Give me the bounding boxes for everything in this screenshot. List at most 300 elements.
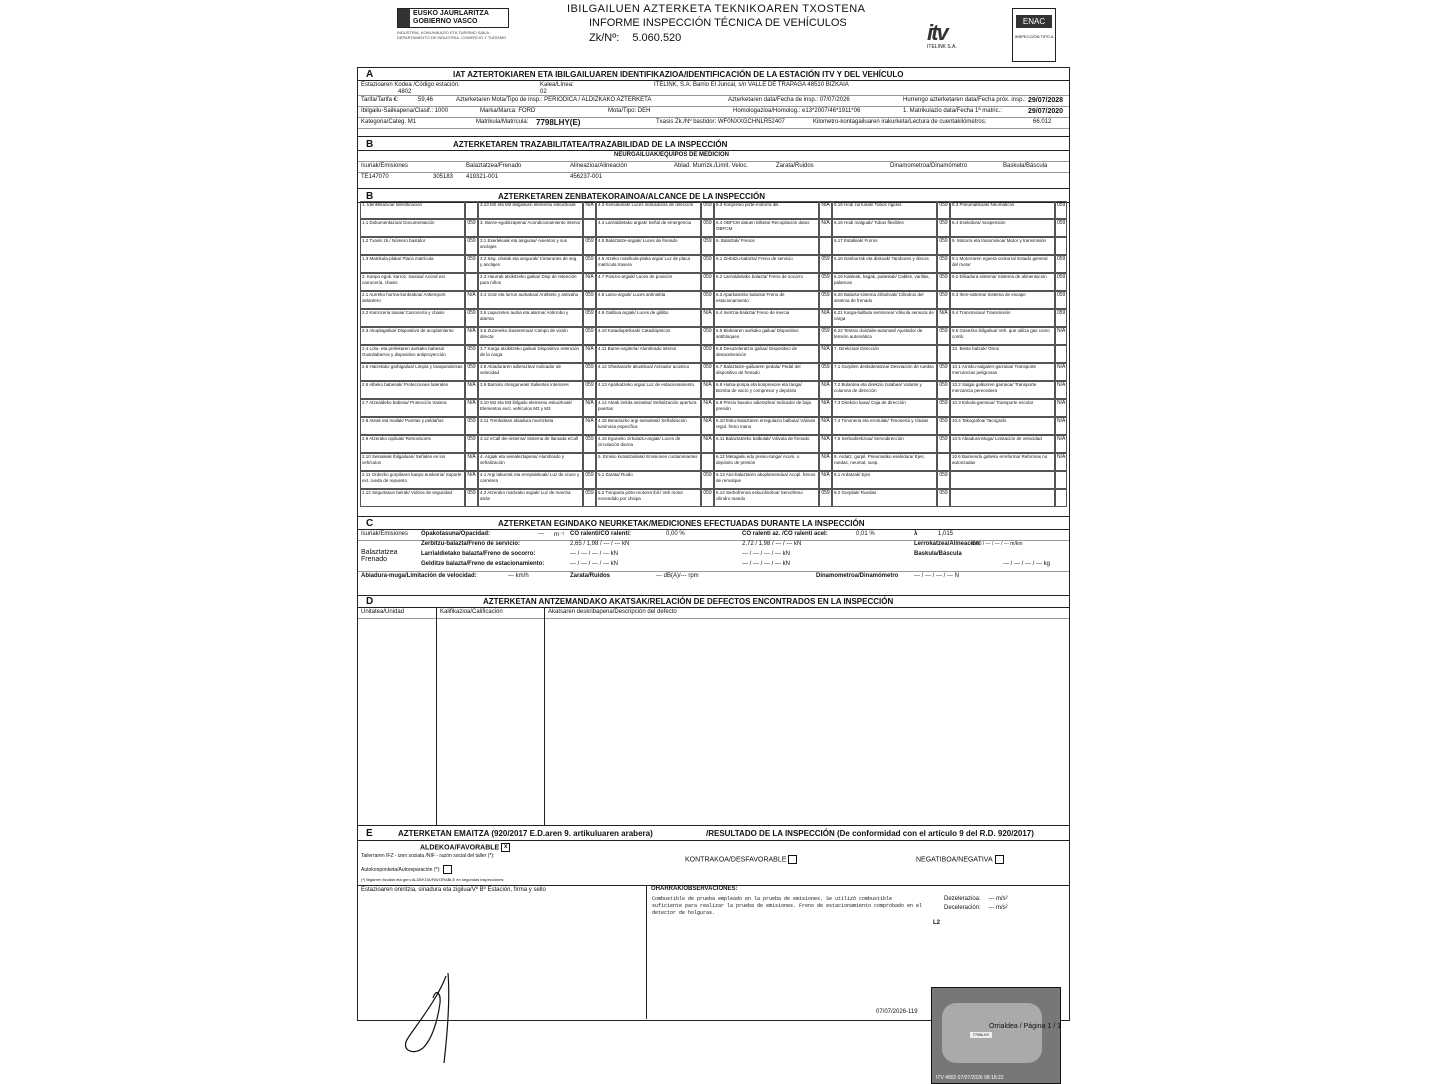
scope-item: 7. Direkzioa/ Dirección <box>832 345 937 363</box>
scope-result: 059 <box>701 219 714 237</box>
scope-item: 5. Emisio kutsatzaileak/ Emisiones contaminantes <box>596 453 701 471</box>
scope-result <box>1055 471 1067 489</box>
alignment-id: 456237-001 <box>570 174 603 180</box>
scope-item: 6.15 Hodi zurrunak/ Tubos rígidos <box>832 201 937 219</box>
scope-result <box>937 345 950 363</box>
defect-header: Akatsaren deskribapena/Descripción del defecto <box>548 609 677 615</box>
scope-result: N/A <box>819 309 832 327</box>
scope-result: 059 <box>1055 255 1067 273</box>
scope-result: N/A <box>465 381 478 399</box>
station-code: 4802 <box>398 89 412 95</box>
page-number: Orrialdea / Página 1 / 1 <box>989 1023 1061 1030</box>
scope-result: 059 <box>937 327 950 345</box>
rating-header: Kalifikazioa/Calificación <box>440 609 503 615</box>
odometer-label: Kilometro-kontagailuaren irakurketa/Lectura de cuentakilómetros: <box>813 119 987 125</box>
parking-brake-rear: --- / --- / --- / --- kN <box>742 561 790 567</box>
scope-result: 059 <box>583 237 596 255</box>
scope-result: N/A <box>1055 399 1067 417</box>
section-d <box>358 595 1069 826</box>
scope-item: 3.6 Zuzeneko ikuseremua/ Campo de visión directa <box>478 327 583 345</box>
section-title: AZTERKETAN EGINDAKO NEURKETAK/MEDICIONES EFECTUADAS DURANTE LA INSPECCIÓN <box>498 519 865 528</box>
noise-header: Zarata/Ruidos <box>776 163 814 169</box>
scope-result: N/A <box>701 417 714 435</box>
scope-result: N/A <box>819 345 832 363</box>
observations-title: OHARRAK/OBSERVACIONES: <box>651 886 738 892</box>
scope-result <box>465 273 478 291</box>
section-e-bar <box>358 827 1069 841</box>
scope-item: 3.2 Seg. uhalak eta aingurak/ Cinturones de seg. y anclajes <box>478 255 583 273</box>
scope-result <box>583 219 596 237</box>
service-brake-rear: 2,72 / 1,98 / --- / --- kN <box>742 541 802 547</box>
scope-result: 059 <box>819 291 832 309</box>
section-title: AZTERKETAN ANTZEMANDAKO AKATSAK/RELACIÓN DE DEFECTOS ENCONTRADOS EN LA INSPECCIÓN <box>483 597 894 606</box>
alignment-label: Lerrokatzea/Alineación <box>914 541 980 547</box>
photo-plate: 7798LHY <box>970 1032 992 1038</box>
section-b-traceability <box>358 138 1069 189</box>
scope-result: 059 <box>583 291 596 309</box>
scope-result: N/A <box>465 471 478 489</box>
scope-item: 10. Beste batzuk/ Otros <box>950 345 1055 363</box>
scope-item: 7.1 Gurpilen desbideratzea/ Desviación de ruedas <box>832 363 937 381</box>
speed-limit-header: Ablad. Murrizk./Limit. Veloc. <box>674 163 749 169</box>
scope-item: 4.7 Posizio-argiak/ Luces de posición <box>596 273 701 291</box>
section-letter: C <box>366 518 374 529</box>
scope-result: 059 <box>701 327 714 345</box>
scope-item: 6.2 Larrialdietako balazta/ Freno de socorro <box>714 273 819 291</box>
scope-item: 6.6 Desazeleratzio gailua/ Dispositivo de desaceleración <box>714 345 819 363</box>
scope-item: 4. Argiak eta seinaleztapena/ Alumbrado y señalización <box>478 453 583 471</box>
scope-item: 10.4 Takografoa/ Tacógrafo <box>950 417 1055 435</box>
unfavorable-label: KONTRAKOA/DESFAVORABLE <box>685 856 787 864</box>
section-title: IAT AZTERTOKIAREN ETA IBILGAILUAREN IDENTIFIKAZIOA/IDENTIFICACIÓN DE LA ESTACIÓN ITV Y DEL VEHÍCULO <box>453 70 904 79</box>
scope-result: 059 <box>465 435 478 453</box>
scope-item: 8.2 Gurpilak/ Ruedas <box>832 489 937 507</box>
scope-item: 2.12 Segurtasun beirak/ Vidrios de seguridad <box>360 489 465 507</box>
first-registration-date: 29/07/2020 <box>1028 108 1064 115</box>
scope-result: N/A <box>819 219 832 237</box>
section-c <box>358 516 1069 596</box>
scope-result: 059 <box>583 381 596 399</box>
scope-item: 4.13 Aparkatzeko argia/ Luz de estacionamiento <box>596 381 701 399</box>
scope-result: 059 <box>819 255 832 273</box>
scope-result: N/A <box>819 201 832 219</box>
negative-checkbox[interactable] <box>995 855 1004 864</box>
scope-item: 2.10 Seinaleak Ibilgailuan/ Señales en los vehículos <box>360 453 465 471</box>
scope-item: 1. Identifikazioa/ Identificación <box>360 201 465 219</box>
scope-item: 3. Barne-egokitzapena/ Acondicionamiento interior <box>478 219 583 237</box>
next-inspection-label: Hurrengo azterketaren data/Fecha próx. insp.: <box>903 97 1026 103</box>
scope-item: 8. Ardatz, gurpil. Pneumatiko esekidura/ Ejes, ruedas, neumat, susp. <box>832 453 937 471</box>
scope-item: 6.11 Balaztatzeko balbulak/ Válvula de frenado <box>714 435 819 453</box>
odometer-value: 66.012 <box>1033 119 1052 125</box>
scope-result: N/A <box>819 417 832 435</box>
station-signature-label: Estazioaren oniritzia, sinadura eta zigilua/Vº Bº Estación, firma y sello <box>361 887 546 893</box>
scope-result: 059 <box>937 237 950 255</box>
inspection-type: Azterketaren Mota/Tipo de insp.: PERIODICA / ALDIZKAKO AZTERKETA <box>456 97 652 103</box>
dynamometer-value: --- / --- / --- / --- N <box>914 573 959 579</box>
itv-sub: ITELINK S.A. <box>927 44 957 50</box>
scope-result: 059 <box>701 255 714 273</box>
scope-item: 3.9 Barruko irtenguneak/ Salientes interiores <box>478 381 583 399</box>
footer-date: 07/07/2026-119 <box>876 1009 918 1015</box>
scope-item: 6. Balaztak/ Frenos <box>714 237 819 255</box>
emergency-brake-rear: --- / --- / --- / --- kN <box>742 551 790 557</box>
scope-result: 059 <box>937 435 950 453</box>
scope-item: 7.5 Serbodirekzioa/ Servodirección <box>832 435 937 453</box>
emergency-brake-label: Larrialdietako balazta/Freno de socorro: <box>421 551 536 557</box>
scope-item: 4.9 Galiboa argiak/ Luces de gálibo <box>596 309 701 327</box>
c-braking-row <box>358 541 1069 572</box>
scope-item: 8.1 Ardatzak/ Ejes <box>832 471 937 489</box>
scope-item <box>950 471 1055 489</box>
result-row <box>358 841 1069 886</box>
line-label: Kalea/Línea: <box>540 82 574 88</box>
co-accel-label: CO ralenti az. /CO ralentí acel: <box>742 531 828 537</box>
scope-result: N/A <box>583 201 596 219</box>
scope-result: 059 <box>701 237 714 255</box>
scope-item: 7.2 Bolantea eta direkzio zutabea/ Volante y columna de dirección <box>832 381 937 399</box>
scope-result: 059 <box>937 255 950 273</box>
scope-item: 2.2 Karrozeria txasia/ Carrocería y chasis <box>360 309 465 327</box>
scope-result: 059 <box>701 201 714 219</box>
scope-result: 059 <box>583 489 596 507</box>
scope-result: 059 <box>701 291 714 309</box>
scope-result: N/A <box>701 399 714 417</box>
scope-result: 059 <box>819 327 832 345</box>
a-row-2 <box>358 96 1069 107</box>
enac-sub: INSPECCIÓN TIPO A <box>1014 34 1054 39</box>
line-value: 02 <box>540 89 547 95</box>
scope-result: N/A <box>1055 327 1067 345</box>
scope-item: 3.11 Trenbidean abiadura murrizketa <box>478 417 583 435</box>
scope-item: 3.3 Haurrak atxikitzeko gailua/ Disp de retención para niños <box>478 273 583 291</box>
gv-logo-text: EUSKO JAURLARITZA GOBIERNO VASCO <box>413 10 489 25</box>
section-title: AZTERKETAREN ZENBATEKORAINOA/ALCANCE DE LA INSPECCIÓN <box>498 192 765 201</box>
scope-item: 2. Kanpo egok. karroz. txasisa/ Acond ext. carrocería, chasis <box>360 273 465 291</box>
scope-item: 4.11 Barne-argiteria/ Alumbrado interior <box>596 345 701 363</box>
scope-result: 059 <box>819 273 832 291</box>
car-image <box>942 1003 1042 1063</box>
scope-item: 4.12 Ohartarazle akustikoa/ Avisador acústico <box>596 363 701 381</box>
inspection-report <box>357 0 1071 1080</box>
scope-result: 059 <box>465 363 478 381</box>
scope-item: 5.2 Txinparta pizte-motorra ibil./ Veh motor encendido por chispa <box>596 489 701 507</box>
scope-result: N/A <box>1055 381 1067 399</box>
scope-result <box>701 453 714 471</box>
zk-value: 5.060.520 <box>632 32 682 44</box>
scope-item: 4.6 Atzeko matrikula-plaka argia/ Luz de placa matrícula trasera <box>596 255 701 273</box>
scope-item: 5.4 OBFCM datuen bilketa/ Recopilación datos OBFCM <box>714 219 819 237</box>
title-es: INFORME INSPECCIÓN TÉCNICA DE VEHÍCULOS <box>589 17 847 29</box>
scope-item: 6.21 Karga-balbula sentsorea/ Válvula sensora de carga <box>832 309 937 327</box>
scope-result: 059 <box>465 489 478 507</box>
scope-item <box>950 489 1055 507</box>
scope-result: N/A <box>583 417 596 435</box>
scope-result: 059 <box>937 363 950 381</box>
scope-item: 9.3 Ihes-sistema/ Sistema de escape <box>950 291 1055 309</box>
auto-repair-note: (*) Bigarren itzulian eta gero ALDEKOA/FAVORABLE en segundas inspecciones <box>361 877 504 882</box>
scope-item: 6.20 Balazta-sistema zilindroak/ Cilindros del sistema de frenado <box>832 291 937 309</box>
plate-label: Matrikula/Matrícula: <box>476 119 529 125</box>
braking-label: Balaztatzea Frenado <box>361 549 398 563</box>
scope-item: 6.17 Estalkiak/ Forros <box>832 237 937 255</box>
gobierno-vasco-logo <box>397 8 509 28</box>
report-number <box>589 32 681 44</box>
auto-repair-checkbox[interactable] <box>443 865 452 874</box>
noise-label: Zarata/Ruidos <box>570 573 611 579</box>
dynamometer-label: Dinamometroa/Dinamómetro <box>816 573 899 579</box>
scope-item: 3.8 Abiaduraren adierazlea/ Indicador de velocidad <box>478 363 583 381</box>
scope-item: 4.14 Ateak irekita seinalea/ Señalización apertura puertas <box>596 399 701 417</box>
auto-repair-label: Autokonponketa/Autoreparación (*): <box>361 866 441 873</box>
scope-item: 4.3 Keinukariak/ Luces indicadoras de dirección <box>596 201 701 219</box>
scope-item: 6.7 Balaztatze-gailuaren pedala/ Pedal del dispositivo de frenado <box>714 363 819 381</box>
equipment-subtitle-row <box>358 151 1069 162</box>
scope-result: 059 <box>937 273 950 291</box>
station-address: ITELINK, S.A. Barrio El Juncal, s/n VALLE DE TRAPAGA 48510 BIZKAIA <box>654 82 849 88</box>
scope-result: 059 <box>465 309 478 327</box>
scope-result: N/A <box>583 273 596 291</box>
section-letter: A <box>366 69 374 80</box>
scope-item: 9.1 Motorraren egoera orokorra/ Estado general del motor <box>950 255 1055 273</box>
workshop-label: Tailerraren IFZ - izen soziala /NIF - razón social del taller (*): <box>361 853 495 859</box>
column-divider <box>436 608 437 825</box>
emissions-id-2: 305183 <box>433 174 454 180</box>
parking-brake-label: Gelditze balazta/Freno de estacionamiento: <box>421 561 545 567</box>
section-c-bar <box>358 517 1069 530</box>
emissions-label: Isuriak/Emisiones <box>361 531 409 537</box>
scope-result <box>819 237 832 255</box>
scope-item: 2.3 Akoplagailua/ Dispositivo de acoplamiento <box>360 327 465 345</box>
divider <box>646 885 647 1019</box>
scope-result: N/A <box>583 345 596 363</box>
scope-item: 4.1 Argi laburrak eta errepidekoak/ Luz de cruce y carretera <box>478 471 583 489</box>
vehicle-brand: Marka/Marca: FORD <box>480 108 536 114</box>
opacity-label: Opakotasuna/Opacidad: <box>421 531 491 537</box>
scope-item: 6.9 Presio baxuko adierazlea/ Indicador de baja presión <box>714 399 819 417</box>
emissions-header: Isuriak/Emisiones <box>361 163 409 169</box>
tariff-value: 59,46 <box>418 97 434 103</box>
scope-result: 059 <box>937 489 950 507</box>
scope-result <box>937 453 950 471</box>
scope-item: 10.3 Eskola-garraioa/ Transporte escolar <box>950 399 1055 417</box>
favorable-checkbox[interactable]: x <box>501 843 510 852</box>
deceleration-value: --- m/s² <box>988 905 1008 911</box>
vehicle-photo <box>931 987 1061 1084</box>
scope-result: 059 <box>465 345 478 363</box>
scope-item: 2.9 Atzerako ispiluak/ Retrovisores <box>360 435 465 453</box>
scope-item: 6.14 Serbofrenoa eskuzilindroa/ Servofreno cilindro mando <box>714 489 819 507</box>
alignment-value: -0,60 / --- / --- / --- m/km <box>970 541 1023 547</box>
auto-repair-option <box>361 865 452 874</box>
scope-result: 059 <box>583 327 596 345</box>
scope-item: 7.3 Direkzio kaxa/ Caja de dirección <box>832 399 937 417</box>
c-emissions-row <box>358 530 1069 541</box>
scope-item: 7.4 Timoneria eta errotulak/ Timonería y rótulas <box>832 417 937 435</box>
scope-item: 2.4 Lotu- eta prelekaren aurkako babesa/ Guardabarros y dispositivo antiproyección <box>360 345 465 363</box>
scope-result: N/A <box>1055 417 1067 435</box>
alignment-header: Alineazioa/Alineación <box>570 163 628 169</box>
scope-item: 10.2 Salgai galkorren garraioa/ Transporte mercancía perecedera <box>950 381 1055 399</box>
scope-result <box>1055 237 1067 255</box>
scope-item: 4.15 Berariazko argi-seinaleak/ Señalización luminosa específica <box>596 417 701 435</box>
zk-label: Zk/Nº: <box>589 32 620 44</box>
co-idle-value: 0,00 % <box>666 531 685 537</box>
tariff-label: Tarifa/Tarifa €: <box>361 97 399 103</box>
unit-header: Unitatea/Unidad <box>361 609 405 615</box>
plate-number: 7798LHY(E) <box>536 118 581 127</box>
scope-item: 6.4 Inertzia-balazta/ Freno de inercia <box>714 309 819 327</box>
scope-item: 6.18 Danborrak eta diskoak/ Tambores y discos <box>832 255 937 273</box>
scope-item: 2.5 Haizetako garbigailua/ Limpia y lavaparabrisas <box>360 363 465 381</box>
scope-item: 6.12 Metagailu edo presio-tanga/ Acum. o depósito de presión <box>714 453 819 471</box>
scope-item: 6.5 Blokearen aurkako gailua/ Dispositivo antibloqueo <box>714 327 819 345</box>
deceleration-value: --- m/s² <box>988 896 1008 902</box>
section-letter: B <box>366 191 374 202</box>
section-a <box>358 68 1069 137</box>
scope-item: 9. Motorra eta transmisioa/ Motor y transmisión <box>950 237 1055 255</box>
scope-result: N/A <box>701 381 714 399</box>
scope-item: 6.22 Tentsio doitzaile-automati/ Ajustador de tensión automática <box>832 327 937 345</box>
photo-caption: ITV 4802 07/07/2026 08:18:22 <box>936 1075 1004 1081</box>
section-letter: E <box>366 828 373 839</box>
scope-result: N/A <box>937 309 950 327</box>
scope-item: 4.10 Katadioptrikoak/ Catadióptricos <box>596 327 701 345</box>
scope-result: N/A <box>583 399 596 417</box>
scope-item: 1.3 Matrikula-plaka/ Placa matrícula <box>360 255 465 273</box>
scope-item: 3.7 Karga atxikitzeko gailua/ Dispositivo retención de la carga <box>478 345 583 363</box>
next-inspection-date: 29/07/2028 <box>1028 97 1064 104</box>
service-brake-label: Zerbitzu-balazta/Freno de servicio: <box>421 541 521 547</box>
scope-item: 3.1 Eserlekuak eta ainguraк/ Asientos y sus anclajes <box>478 237 583 255</box>
scope-result: 059 <box>583 255 596 273</box>
report-header <box>357 0 1071 65</box>
homologation: Homologazioa/Homolog.: e13*2007/46*1911*06 <box>733 108 861 114</box>
favorable-label: ALDEKOA/FAVORABLE <box>420 844 500 852</box>
braking-header: Balaztatzea/Frenado <box>466 163 522 169</box>
enac-title: ENAC <box>1016 15 1052 28</box>
scope-result: 059 <box>701 345 714 363</box>
scope-item: 4.16 Egunekо zirkulazio-argiak/ Luces de circulación diurna <box>596 435 701 453</box>
section-b-bar <box>358 138 1069 151</box>
scale-header: Baskula/Báscula <box>1003 163 1048 169</box>
scope-result: 059 <box>465 237 478 255</box>
scope-result: 059 <box>701 363 714 381</box>
scope-item: 6.13 Atoi-balaztaren akoplamendua/ Acopl. frenos de remolque <box>714 471 819 489</box>
section-letter: B <box>366 139 374 150</box>
photo-label: L2 <box>933 920 941 926</box>
scope-result: 059 <box>1055 201 1067 219</box>
scope-item: 3.4 Izotz eta lurrun aurkakoa/ Antihielo y antivaho <box>478 291 583 309</box>
scope-item: 1.2 Txasis zk./ Número bastidor <box>360 237 465 255</box>
scope-item: 10.5 Abiadura-Muga/ Limitación de velocidad <box>950 435 1055 453</box>
dynamometer-header: Dinamometroa/Dinamómetro <box>890 163 968 169</box>
scope-result: N/A <box>819 381 832 399</box>
result-title-es: /RESULTADO DE LA INSPECCIÓN (De conformidad con el artículo 9 del R.D. 920/2017) <box>706 829 1034 838</box>
section-a-bar <box>358 68 1069 81</box>
scope-item: 6.10 Esku-balaztaren erregulazio balbula/ Válvula regul. freno mano <box>714 417 819 435</box>
negative-label: NEGATIBOA/NEGATIVA <box>916 856 993 864</box>
scope-item: 3.5 Lapurreten aurka eta alarma/ Antirrobo y alarma <box>478 309 583 327</box>
title-eu: IBILGAILUEN AZTERKETA TEKNIKOAREN TXOSTENA <box>567 3 866 15</box>
scope-item: 8.3 Pneumatikoak/ Neumáticos <box>950 201 1055 219</box>
scope-item: 2.6 Albeko babesak/ Protecciones laterales <box>360 381 465 399</box>
braking-id: 419321-001 <box>466 174 499 180</box>
opacity-unit: m⁻¹ <box>554 532 565 538</box>
observations-text: Combustible de prueba empleado en la prueba de emisiones. Se utilizó combustible suficiente para realizar la prueba de emisiones. Freno de estacionamiento comprobado en el detector de holguras. <box>652 896 923 916</box>
speed-limit-value: --- km/h <box>508 573 529 579</box>
gv-subtitle: INDUSTRIA, KOMUNIKAZIO ETA TURISMO SAILA · DEPARTAMENTO DE INDUSTRIA, COMERCIO Y TURISMO <box>397 30 507 40</box>
deceleration-label: Deceleración: <box>944 905 981 911</box>
emissions-id: TE147070 <box>361 174 389 180</box>
favorable-option <box>420 843 510 852</box>
inspection-date: Azterketaren data/Fecha de insp.: 07/07/2026 <box>728 97 850 103</box>
scope-result: 059 <box>937 399 950 417</box>
scope-result <box>1055 489 1067 507</box>
a-row-3 <box>358 107 1069 118</box>
scope-result: N/A <box>819 453 832 471</box>
scope-item: 4.8 Laino-argiak/ Luces antiniebla <box>596 291 701 309</box>
first-registration-label: 1. Matrikulazio data/Fecha 1ª matric.: <box>903 108 1002 114</box>
scope-result: N/A <box>819 471 832 489</box>
scope-item: 9.2 Elikadura-sistema/ Sistema de alimentación <box>950 273 1055 291</box>
scope-result: 059 <box>937 291 950 309</box>
result-title-eu: AZTERKETAN EMAITZA (920/2017 E.D.aren 9. artikuluaren arabera) <box>398 829 653 838</box>
deceleration-1 <box>944 896 1008 902</box>
scope-item: 8.4 Esekidura/ Suspensión <box>950 219 1055 237</box>
scope-item: 9.4 Transmisioa/ Transmisión <box>950 309 1055 327</box>
unfavorable-checkbox[interactable] <box>788 855 797 864</box>
scope-result: 059 <box>465 255 478 273</box>
scope-result: 059 <box>937 417 950 435</box>
vin: Txasis Zk./Nº bastidor: WF0NXXGCHNLR52407 <box>656 119 785 125</box>
equipment-subtitle: NEURGAILUAK/EQUIPOS DE MEDICIÓN <box>614 152 730 158</box>
scope-item: 10.6 Baimendu gabeko erreforma/ Reformas no autorizadas <box>950 453 1055 471</box>
scope-result: 059 <box>701 273 714 291</box>
a-row-1 <box>358 81 1069 96</box>
scope-result: N/A <box>465 291 478 309</box>
scope-item: 6.16 Hodi malguak/ Tubos flexibles <box>832 219 937 237</box>
shield-icon <box>398 9 410 27</box>
scope-item: 10.1 Arrisku-salgaien-garraioa/ Transporte mercancías peligrosas <box>950 363 1055 381</box>
equipment-value-row <box>358 173 1069 183</box>
scope-result: N/A <box>819 435 832 453</box>
lambda-value: 1,015 <box>938 531 954 537</box>
section-title: AZTERKETAREN TRAZABILITATEA/TRAZABILIDAD DE LA INSPECCIÓN <box>453 140 728 149</box>
deceleration-label: Dezelerazioa: <box>944 896 981 902</box>
defects-header-row <box>358 608 1069 619</box>
scope-result: N/A <box>1055 453 1067 471</box>
scope-result <box>465 201 478 219</box>
signature <box>378 968 518 1068</box>
opacity-value: --- <box>538 531 544 537</box>
vehicle-class: Ibilgailu-Sailkapena/Clasif.: 1000 <box>361 108 449 114</box>
scope-item: 3.13 M2 eta M3 ibilgailuen elementu eskuizkoak <box>478 201 583 219</box>
scope-result: 059 <box>937 471 950 489</box>
vehicle-type: Mota/Tipo: DEH <box>608 108 651 114</box>
scope-result: N/A <box>1055 435 1067 453</box>
deceleration-2 <box>944 905 1008 911</box>
emergency-brake-front: --- / --- / --- / --- kN <box>570 551 618 557</box>
scope-result: N/A <box>465 399 478 417</box>
scope-result: 059 <box>701 489 714 507</box>
scope-result: 059 <box>937 201 950 219</box>
noise-value: --- dB(A)/--- rpm <box>656 573 699 579</box>
scope-result: 059 <box>465 417 478 435</box>
scope-item: 6.19 Kableak, hagak, palankak/ Cables, varillas, palancas <box>832 273 937 291</box>
scope-result: 059 <box>583 363 596 381</box>
scope-item: 2.8 Ateak eta mailak/ Puertas y peldaños <box>360 417 465 435</box>
